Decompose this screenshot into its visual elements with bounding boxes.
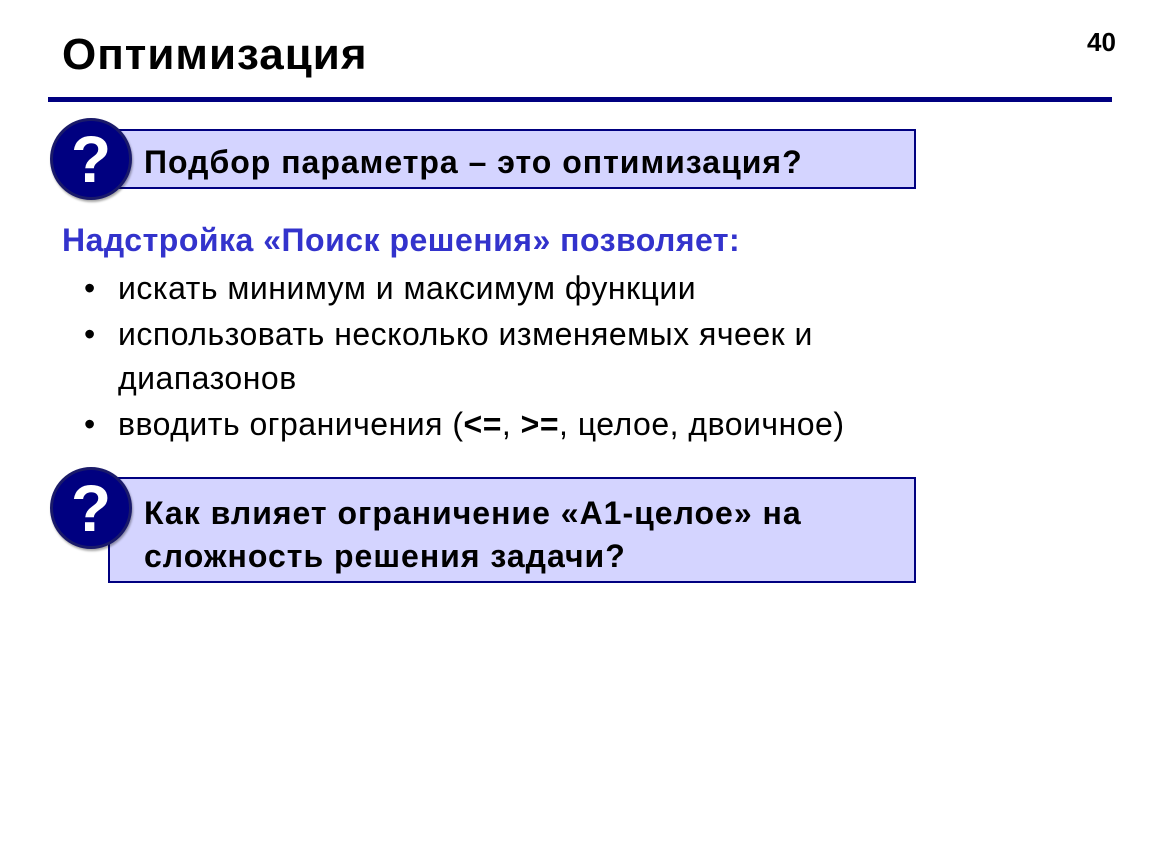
slide-number: 40 <box>1087 27 1116 57</box>
bullet-text-prefix: вводить ограничения ( <box>118 406 464 442</box>
list-item <box>84 266 978 310</box>
operator-ge: >= <box>520 406 560 442</box>
bullet-dot: • <box>84 316 96 352</box>
slide-title: Оптимизация <box>62 30 368 79</box>
bullet-dot: • <box>84 406 96 442</box>
operator-le: <= <box>463 406 502 442</box>
list-item <box>84 312 978 400</box>
question-box-1 <box>108 129 916 189</box>
question-1-text: Подбор параметра – это оптимизация? <box>144 144 803 180</box>
bullet-text: использовать несколько изменяемых ячеек и диапазонов <box>118 316 813 396</box>
bullet-dot: • <box>84 270 96 306</box>
question-2-line2: сложность решения задачи? <box>144 538 626 574</box>
bullet-text-sep: , <box>501 406 521 442</box>
bullet-text: искать минимум и максимум функции <box>118 270 697 306</box>
list-item <box>84 402 978 446</box>
title-underline <box>48 97 1112 102</box>
question-2-line1: Как влияет ограничение «A1-целое» на <box>144 495 802 531</box>
bullet-list <box>84 266 978 448</box>
question-box-2 <box>108 477 916 583</box>
question-mark-icon: ? <box>50 118 132 200</box>
question-mark-icon: ? <box>50 467 132 549</box>
bullet-text-suffix: , целое, двоичное) <box>559 406 845 442</box>
section-heading: Надстройка «Поиск решения» позволяет: <box>62 222 741 258</box>
